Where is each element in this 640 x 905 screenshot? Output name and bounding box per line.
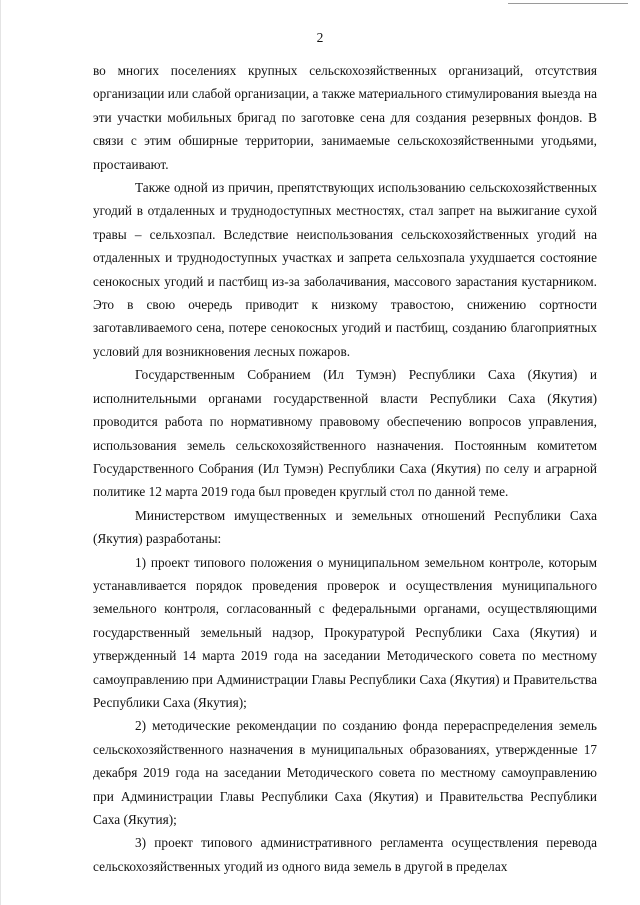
list-item: 1) проект типового положения о муниципальном земельном контроле, которым устанавливается порядок проведения проверок и осуществления муниципального земельного контроля, согласованный с федеральными органами, осуществляющими государственный земельный надзор, Прокуратурой Республики Саха (Якутия) и утвержденный 14 марта 2019 года на заседании Методического совета по местному самоуправлению при Администрации Главы Республики Саха (Якутия) и Правительства Республики Саха (Якутия); (93, 554, 597, 710)
paragraph: Также одной из причин, препятствующих использованию сельскохозяйственных угодий в отдаленных и труднодоступных местностях, стал запрет на выжигание сухой травы – сельхозпал. Вследствие неиспользования сельскохозяйственных угодий на отдаленных и труднодоступных участках и запрета сельхозпала ухудшается состояние сенокосных угодий и пастбищ из-за заболачивания, массового зарастания кустарником. Это в свою очередь приводит к низкому травостою, снижению сортности заготавливаемого сена, потере сенокосных угодий и пастбищ, созданию благоприятных условий для возникновения лесных пожаров. (93, 180, 597, 359)
paragraph: во многих поселениях крупных сельскохозяйственных организаций, отсутствия организации или слабой организации, а также материального стимулирования выезда на эти участки мобильных бригад по заготовке сена для создания резервных фондов. В связи с этим обширные территории, занимаемые сельскохозяйственными угодьями, простаивают. (93, 63, 597, 172)
page-number: 2 (316, 30, 324, 45)
document-body (93, 59, 597, 878)
list-item: 3) проект типового административного регламента осуществления перевода сельскохозяйственных угодий из одного вида земель в другой в пределах (93, 835, 597, 874)
paragraph: Государственным Собранием (Ил Тумэн) Республики Саха (Якутия) и исполнительными органами государственной власти Республики Саха (Якутия) проводится работа по нормативному правовому обеспечению вопросов управления, использования земель сельскохозяйственного назначения. Постоянным комитетом Государственного Собрания (Ил Тумэн) Республики Саха (Якутия) по селу и аграрной политике 12 марта 2019 года был проведен круглый стол по данной теме. (93, 367, 597, 500)
list-item: 2) методические рекомендации по созданию фонда перераспределения земель сельскохозяйственного назначения в муниципальных образованиях, утвержденные 17 декабря 2019 года на заседании Методического совета по местному самоуправлению при Администрации Главы Республики Саха (Якутия) и Правительства Республики Саха (Якутия); (93, 718, 597, 827)
paragraph: Министерством имущественных и земельных отношений Республики Саха (Якутия) разработаны: (93, 507, 597, 547)
top-rule (508, 3, 628, 4)
scan-edge (0, 0, 1, 905)
